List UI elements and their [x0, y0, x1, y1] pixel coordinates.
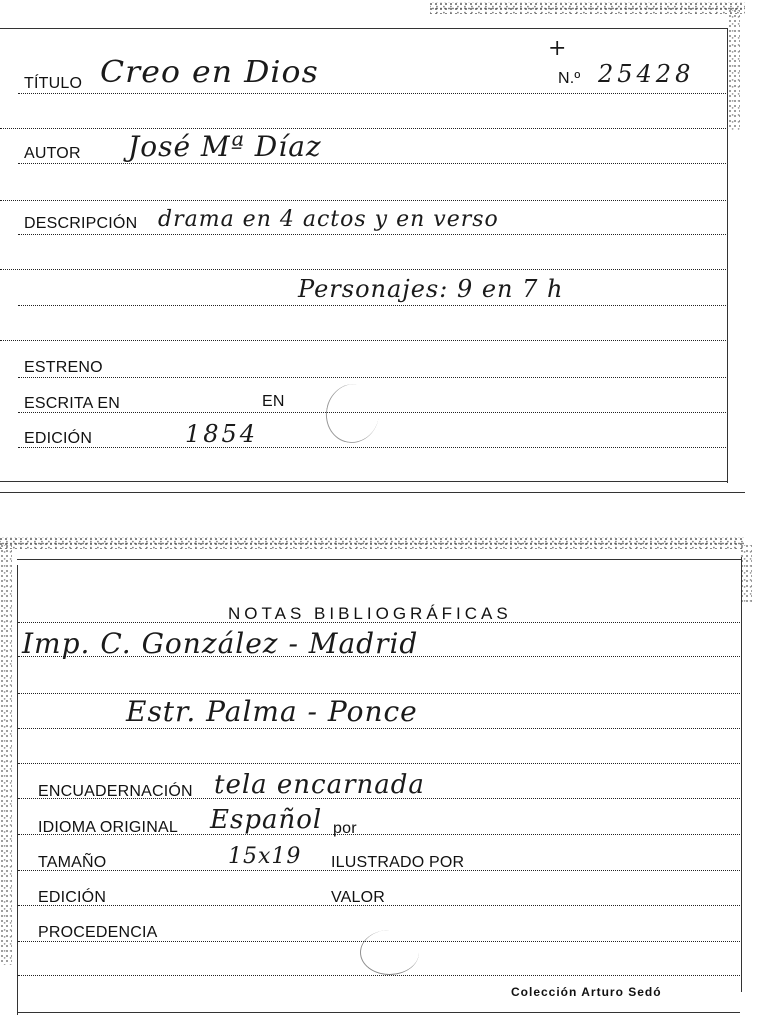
card-left-edge: [0, 545, 12, 965]
card-top-edge: [0, 537, 745, 549]
encuadernacion-label: ENCUADERNACIÓN: [38, 783, 193, 800]
rule: [18, 622, 740, 623]
rule: [18, 234, 726, 235]
por-label: por: [333, 820, 357, 837]
rule: [18, 305, 726, 306]
tamano-value: 15x19: [228, 844, 302, 869]
rule: [0, 128, 726, 129]
edicion-label-2: EDICIÓN: [38, 889, 107, 906]
autor-label: AUTOR: [24, 145, 81, 162]
numero-value: 25428: [598, 60, 695, 88]
personajes-value: Personajes: 9 en 7 h: [298, 275, 564, 303]
idioma-label: IDIOMA ORIGINAL: [38, 819, 178, 836]
rule: [18, 447, 726, 448]
card-left-border: [17, 565, 18, 1015]
rule: [18, 728, 740, 729]
card-right-edge: [728, 10, 740, 130]
rule: [0, 340, 726, 341]
rule: [18, 377, 726, 378]
rule: [18, 693, 740, 694]
descripcion-label: DESCRIPCIÓN: [24, 215, 138, 232]
estreno-label: ESTRENO: [24, 359, 103, 376]
card-bottom-border: [18, 1012, 740, 1013]
corner-mark: +: [548, 36, 568, 61]
card-top-border: [0, 28, 728, 29]
edicion-value: 1854: [185, 420, 259, 448]
autor-value: José Mª Díaz: [128, 130, 322, 163]
encuadernacion-value: tela encarnada: [214, 770, 425, 800]
punch-hole-mark: [321, 380, 383, 447]
catalog-card-top: [0, 0, 759, 495]
en-label: EN: [262, 393, 285, 410]
rule: [0, 200, 726, 201]
titulo-label: TÍTULO: [24, 75, 83, 92]
notas-heading: NOTAS BIBLIOGRÁFICAS: [228, 604, 512, 623]
card-right-border: [727, 28, 728, 483]
ilustrado-label: ILUSTRADO POR: [331, 854, 465, 871]
coleccion-signature: Colección Arturo Sedó: [511, 985, 662, 999]
note-line-2: Estr. Palma - Ponce: [126, 695, 418, 728]
note-line-1: Imp. C. González - Madrid: [22, 627, 419, 660]
card-bottom-border: [0, 481, 728, 482]
idioma-value: Español: [210, 805, 323, 835]
card-right-border: [741, 557, 742, 992]
punch-hole-mark: [360, 930, 419, 975]
rule: [18, 163, 726, 164]
edicion-label: EDICIÓN: [24, 430, 93, 447]
descripcion-value: drama en 4 actos y en verso: [158, 207, 499, 232]
tamano-label: TAMAÑO: [38, 854, 107, 871]
escrita-en-label: ESCRITA EN: [24, 395, 120, 412]
procedencia-label: PROCEDENCIA: [38, 924, 158, 941]
numero-label: N.º: [558, 70, 581, 87]
card-top-edge: [430, 2, 745, 14]
rule: [18, 763, 740, 764]
card-separator: [0, 492, 745, 493]
valor-label: VALOR: [331, 889, 386, 906]
rule: [0, 269, 726, 270]
card-top-border: [17, 559, 741, 560]
titulo-value: Creo en Dios: [100, 55, 319, 90]
rule: [18, 975, 740, 976]
rule: [18, 93, 726, 94]
catalog-card-bottom: [0, 535, 759, 1028]
